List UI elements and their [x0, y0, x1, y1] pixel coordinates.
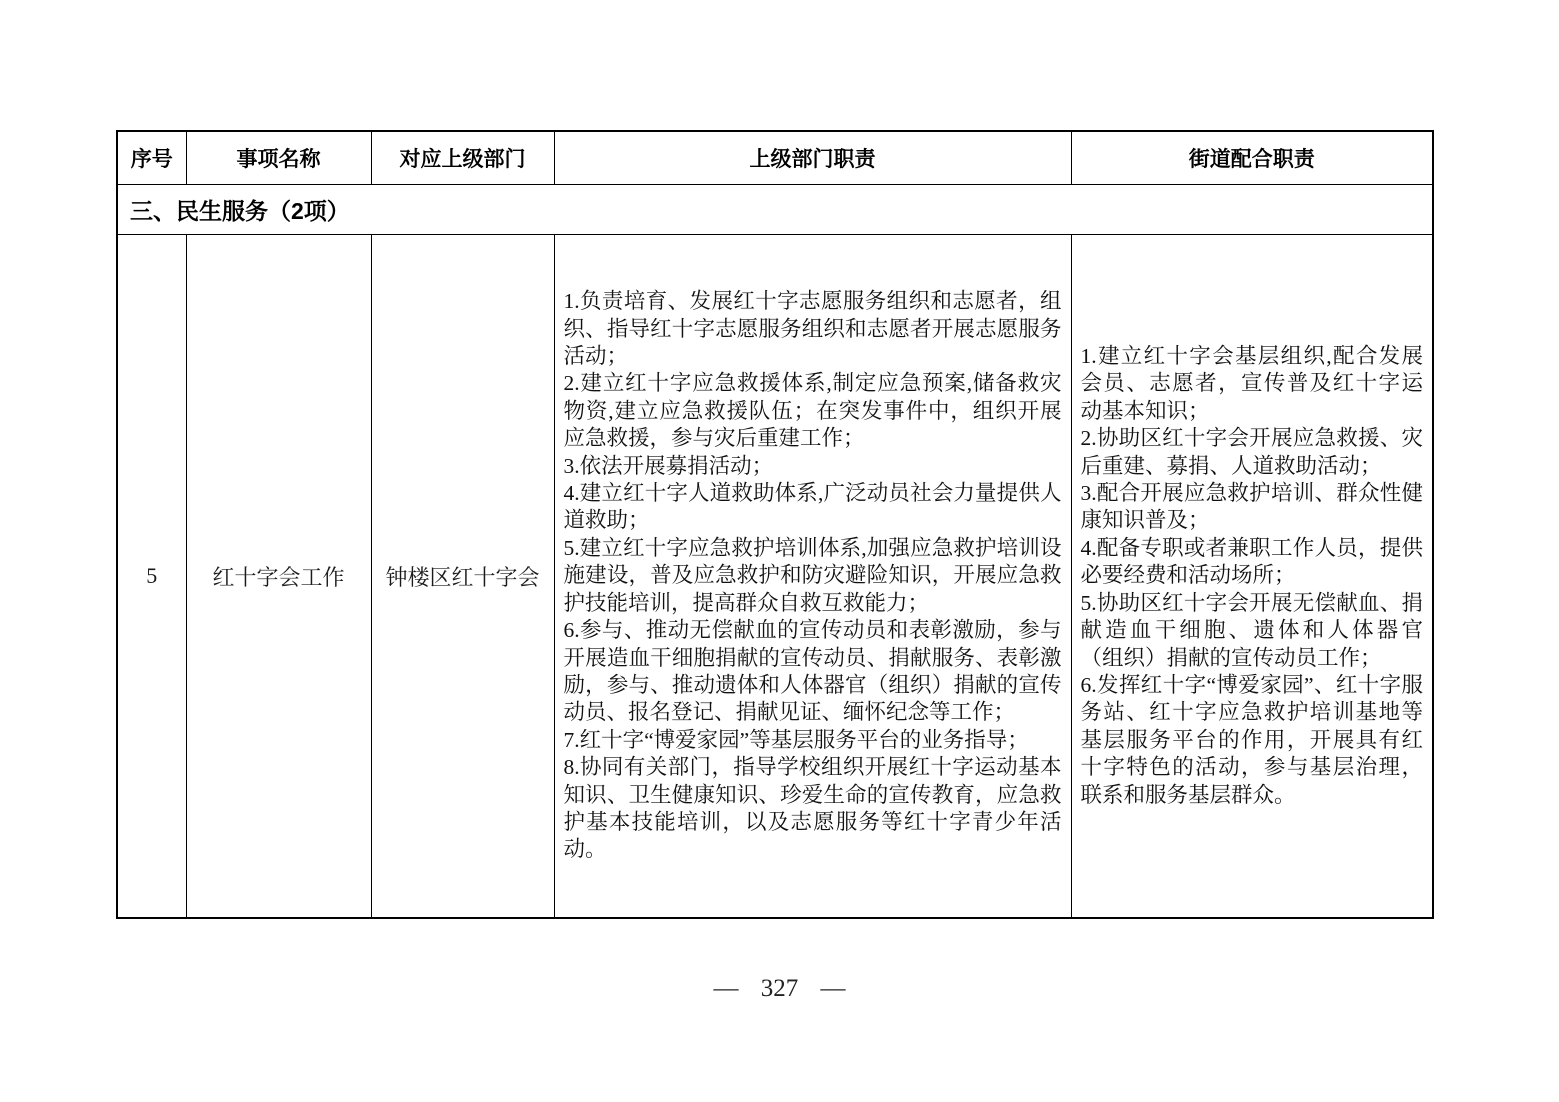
- header-cell-department: 对应上级部门: [371, 131, 554, 185]
- duty-item: 8.协同有关部门，指导学校组织开展红十字运动基本知识、卫生健康知识、珍爱生命的宣传教育，应急救护基本技能培训，以及志愿服务等红十字青少年活动。: [563, 755, 1062, 862]
- table-header-row: [117, 131, 1433, 185]
- duties-table: [116, 130, 1434, 919]
- duty-item: 3.依法开展募捐活动；: [563, 453, 774, 478]
- duty-item: 1.负责培育、发展红十字志愿服务组织和志愿者，组织、指导红十字志愿服务组织和志愿者开展志愿服务活动；: [563, 289, 1062, 369]
- duty-item: 1.建立红十字会基层组织,配合发展会员、志愿者，宣传普及红十字运动基本知识；: [1080, 344, 1423, 423]
- street-duties-list: [1072, 343, 1433, 809]
- street-duties-cell: [1071, 235, 1433, 919]
- header-cell-serial: 序号: [117, 131, 186, 185]
- duty-item: 3.配合开展应急救护培训、群众性健康知识普及；: [1080, 481, 1423, 533]
- duty-item: 2.建立红十字应急救援体系,制定应急预案,储备救灾物资,建立应急救援队伍；在突发事件中，组织开展应急救援，参与灾后重建工作；: [563, 371, 1062, 451]
- duty-item: 5.协助区红十字会开展无偿献血、捐献造血干细胞、遗体和人体器官（组织）捐献的宣传动员工作；: [1080, 590, 1423, 670]
- duty-item: 6.发挥红十字“博爱家园”、红十字服务站、红十字应急救护培训基地等基层服务平台的作用，开展具有红十字特色的活动，参与基层治理，联系和服务基层群众。: [1080, 672, 1423, 807]
- superior-duties-list: [555, 288, 1071, 864]
- section-row: [117, 185, 1433, 235]
- duty-item: 4.配备专职或者兼职工作人员，提供必要经费和活动场所；: [1080, 535, 1423, 588]
- department-cell: 钟楼区红十字会: [371, 235, 554, 919]
- section-title: 三、民生服务（2项）: [117, 185, 1433, 235]
- header-cell-superior-duties: 上级部门职责: [554, 131, 1071, 185]
- table-row: [117, 235, 1433, 919]
- item-name-cell: 红十字会工作: [186, 235, 371, 919]
- duty-item: 7.红十字“博爱家园”等基层服务平台的业务指导；: [563, 727, 1029, 752]
- duty-item: 4.建立红十字人道救助体系,广泛动员社会力量提供人道救助；: [563, 481, 1062, 533]
- header-cell-item-name: 事项名称: [186, 131, 371, 185]
- superior-duties-cell: [554, 235, 1071, 919]
- duty-item: 5.建立红十字应急救护培训体系,加强应急救护培训设施建设，普及应急救护和防灾避险知识，开展应急救护技能培训，提高群众自救互救能力；: [563, 535, 1062, 615]
- header-cell-street-duties: 街道配合职责: [1071, 131, 1433, 185]
- serial-number-cell: 5: [117, 235, 186, 919]
- page-number: — 327 —: [713, 975, 846, 1002]
- duty-item: 6.参与、推动无偿献血的宣传动员和表彰激励，参与开展造血干细胞捐献的宣传动员、捐献服务、表彰激励，参与、推动遗体和人体器官（组织）捐献的宣传动员、报名登记、捐献见证、缅怀纪念等工作；: [563, 618, 1062, 725]
- duty-item: 2.协助区红十字会开展应急救援、灾后重建、募捐、人道救助活动；: [1080, 426, 1423, 478]
